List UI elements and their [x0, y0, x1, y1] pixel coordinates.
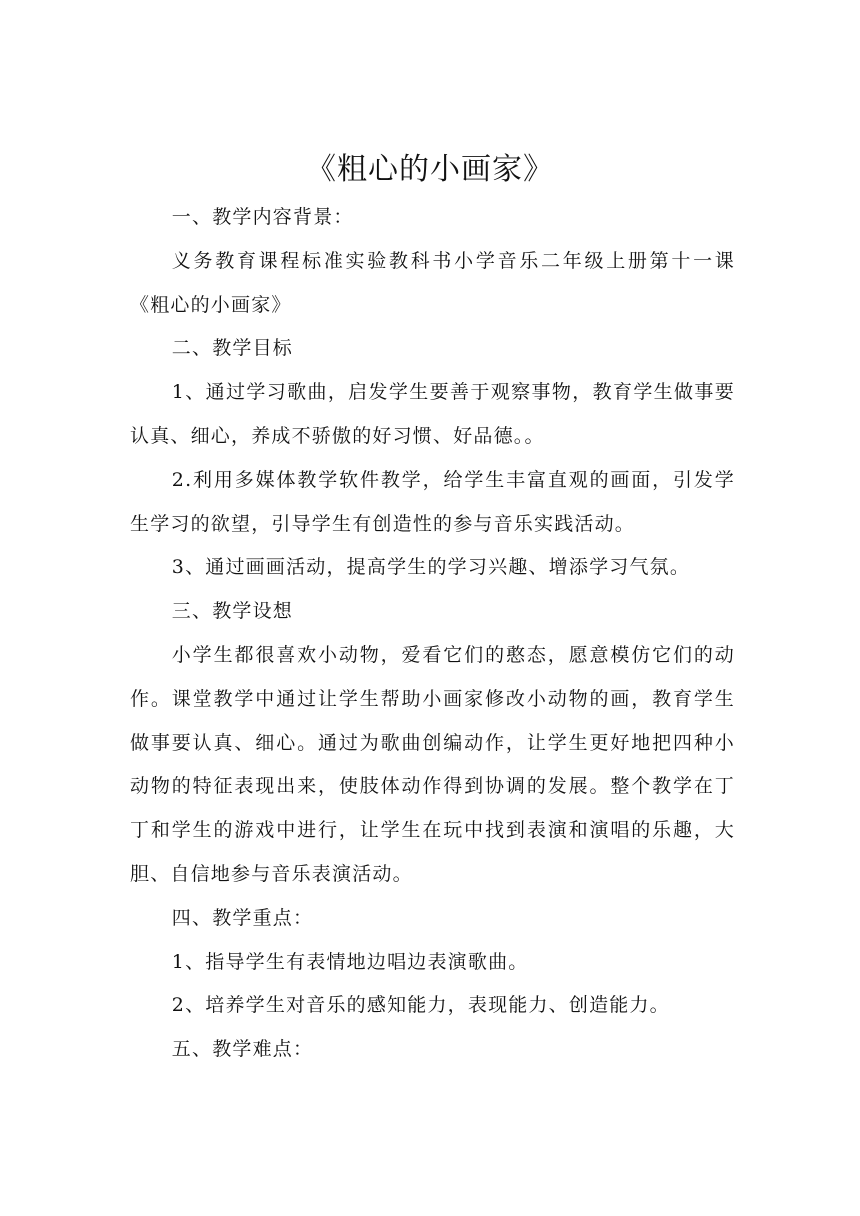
objective-item-3: 3、通过画画活动，提高学生的学习兴趣、增添学习气氛。: [171, 556, 691, 579]
section-heading-ideas: 三、教学设想: [171, 600, 293, 623]
section-heading-objectives: 二、教学目标: [171, 337, 293, 360]
document-body: [130, 196, 735, 1072]
objective-item-2: 2.利用多媒体教学软件教学，给学生丰富直观的画面，引发学生学习的欲望，引导学生有创造性的参与音乐实践活动。: [130, 468, 735, 535]
section-heading-background: 一、教学内容背景：: [171, 206, 354, 228]
objective-item-1: 1、通过学习歌曲，启发学生要善于观察事物，教育学生做事要认真、细心，养成不骄傲的好习惯、好品德。。: [130, 381, 735, 447]
section-heading-key-points: 四、教学重点：: [171, 906, 314, 929]
paragraph-background-text: 义务教育课程标准实验教科书小学音乐二年级上册第十一课《粗心的小画家》: [130, 249, 735, 316]
key-point-item-1: 1、指导学生有表情地边唱边表演歌曲。: [171, 950, 529, 973]
page-title: 《粗心的小画家》: [306, 152, 554, 187]
key-point-item-2: 2、培养学生对音乐的感知能力，表现能力、创造能力。: [171, 994, 670, 1017]
section-heading-difficulties: 五、教学难点：: [171, 1038, 314, 1061]
paragraph-ideas-text: 小学生都很喜欢小动物，爱看它们的憨态，愿意模仿它们的动作。课堂教学中通过让学生帮助小画家修改小动物的画，教育学生做事要认真、细心。通过为歌曲创编动作，让学生更好地把四种小动物的特征表现出来，使肢体动作得到协调的发展。整个教学在丁丁和学生的游戏中进行，让学生在玩中找到表演和演唱的乐趣，大胆、自信地参与音乐表演活动。: [130, 643, 735, 885]
